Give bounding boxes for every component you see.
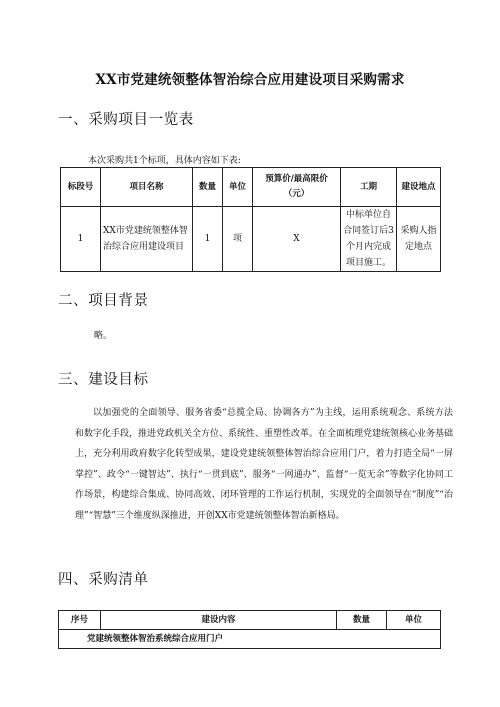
section1-intro: 本次采购共1个标项，具体内容如下表: [88,156,241,166]
header-budget: 预算价/最高限价（元） [253,168,341,207]
cell-budget: X [253,207,341,272]
header-serial: 序号 [59,611,101,630]
table-row [61,207,441,272]
header-location: 建设地点 [397,168,441,207]
document-title: XX市党建统领整体智治综合应用建设项目采购需求 [95,72,405,88]
section2-text: 略。 [94,331,113,341]
header-project-name: 项目名称 [101,168,193,207]
header-unit: 单位 [387,611,441,630]
cell-first-row: 党建统领整体智治系统综合应用门户 [59,630,441,649]
cell-duration: 中标单位自合同签订后3个月内完成项目施工。 [341,207,397,272]
cell-unit: 项 [223,207,253,272]
cell-location: 采购人指定地点 [397,207,441,272]
section4-heading: 四、采购清单 [58,572,149,588]
procurement-overview-table [60,167,441,272]
header-content: 建设内容 [101,611,337,630]
section3-paragraph: 以加强党的全面领导、服务省委“总揽全局、协调各方”为主线，运用系统观念、系统方法和数字化手段，推进党政机关全方位、系统性、重塑性改革。在全面梳理党建统领核心业务基础上，充分利用政府数字化转型成果，建设党建统领整体智治综合应用门户，着力打造全局“一屏掌控”、政令“一键智达”、执行“一贯到底”、服务“一网通办”、监督“一览无余”等数字化协同工作场景，构建综合集成、协同高效、闭环管理的工作运行机制，实现党的全面领导在“制度”“治理”“智慧”三个维度纵深推进，开创XX市党建统领整体智治新格局。 [75,408,454,521]
table-row [59,630,441,649]
header-quantity: 数量 [337,611,387,630]
table-header-row [61,168,441,207]
section3-heading: 三、建设目标 [58,372,149,388]
cell-quantity: 1 [193,207,223,272]
header-duration: 工期 [341,168,397,207]
procurement-list-table [58,610,441,649]
table-header-row [59,611,441,630]
section2-heading: 二、项目背景 [58,293,149,309]
header-lot-number: 标段号 [61,168,101,207]
cell-project-name: XX市党建统领整体智治综合应用建设项目 [101,207,193,272]
header-quantity: 数量 [193,168,223,207]
cell-lot-number: 1 [61,207,101,272]
section1-heading: 一、采购项目一览表 [58,112,194,128]
header-unit: 单位 [223,168,253,207]
